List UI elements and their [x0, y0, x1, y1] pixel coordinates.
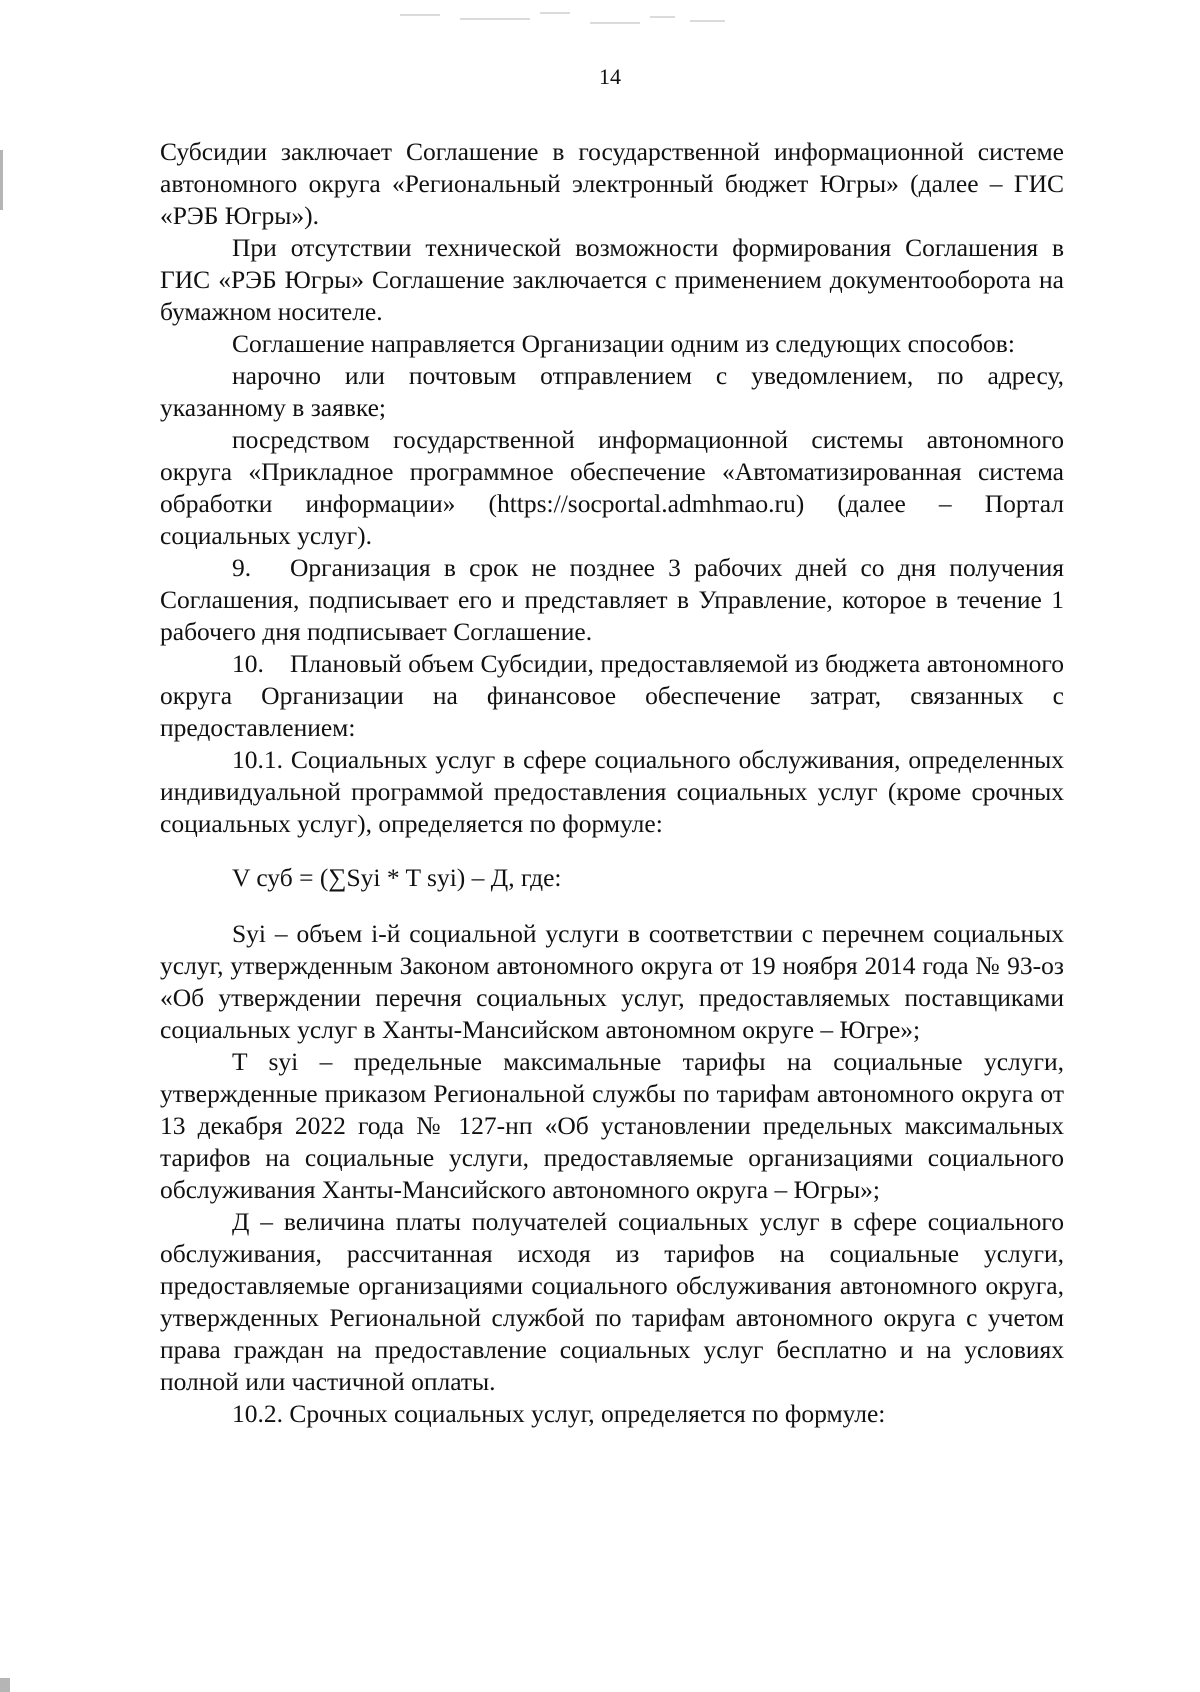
- paragraph-number: 10.: [232, 649, 264, 678]
- subsection-paragraph: 10.2. Срочных социальных услуг, определяется по формуле:: [232, 1399, 886, 1428]
- definition: T syi – предельные максимальные тарифы на социальные услуги, утвержденные приказом Региональной службы по тарифам автономного округа от 13 декабря 2022 года № 127-нп «Об установлении предельных максимальных тарифов на социальные услуги, предоставляемые организациями социального обслуживания Ханты-Мансийского автономного округа – Югры»;: [160, 1047, 1064, 1204]
- numbered-paragraph: [160, 648, 1064, 744]
- list-item: посредством государственной информационной системы автономного округа «Прикладное программное обеспечение «Автоматизированная система обработки информации» (https://socportal.admhmao.ru) (далее – Портал социальных услуг).: [160, 425, 1064, 550]
- paragraph: При отсутствии технической возможности формирования Соглашения в ГИС «РЭБ Югры» Соглашение заключается с применением документооборота на бумажном носителе.: [160, 233, 1064, 326]
- paragraph: Субсидии заключает Соглашение в государственной информационной системе автономного округа «Региональный электронный бюджет Югры» (далее – ГИС «РЭБ Югры»).: [160, 137, 1064, 230]
- list-item: нарочно или почтовым отправлением с уведомлением, по адресу, указанному в заявке;: [160, 361, 1064, 422]
- scan-artifact: [400, 8, 730, 38]
- scan-edge-mark: [0, 150, 3, 210]
- scan-edge-mark: [0, 1678, 10, 1692]
- paragraph-number: 9.: [232, 553, 252, 582]
- formula: V суб = (∑Syi * T syi) – Д, где:: [232, 863, 562, 892]
- subsection-paragraph: 10.1. Социальных услуг в сфере социального обслуживания, определенных индивидуальной программой предоставления социальных услуг (кроме срочных социальных услуг), определяется по формуле:: [160, 745, 1064, 838]
- paragraph-text: Плановый объем Субсидии, предоставляемой из бюджета автономного округа Организации на финансовое обеспечение затрат, связанных с предоставлением:: [160, 649, 1064, 742]
- numbered-paragraph: [160, 552, 1064, 648]
- paragraph-text: Организация в срок не позднее 3 рабочих дней со дня получения Соглашения, подписывает его и представляет в Управление, которое в течение 1 рабочего дня подписывает Соглашение.: [160, 553, 1064, 646]
- page-number: 14: [599, 64, 621, 89]
- document-body: [160, 136, 1064, 1430]
- definition: Д – величина платы получателей социальных услуг в сфере социального обслуживания, рассчитанная исходя из тарифов на социальные услуги, предоставляемые организациями социального обслуживания автономного округа, утвержденных Региональной службой по тарифам автономного округа с учетом права граждан на предоставление социальных услуг бесплатно и на условиях полной или частичной оплаты.: [160, 1207, 1064, 1396]
- paragraph: Соглашение направляется Организации одним из следующих способов:: [232, 329, 1015, 358]
- definition: Syi – объем i-й социальной услуги в соответствии с перечнем социальных услуг, утвержденным Законом автономного округа от 19 ноября 2014 года № 93-оз «Об утверждении перечня социальных услуг, предоставляемых поставщиками социальных услуг в Ханты-Мансийском автономном округе – Югре»;: [160, 919, 1064, 1044]
